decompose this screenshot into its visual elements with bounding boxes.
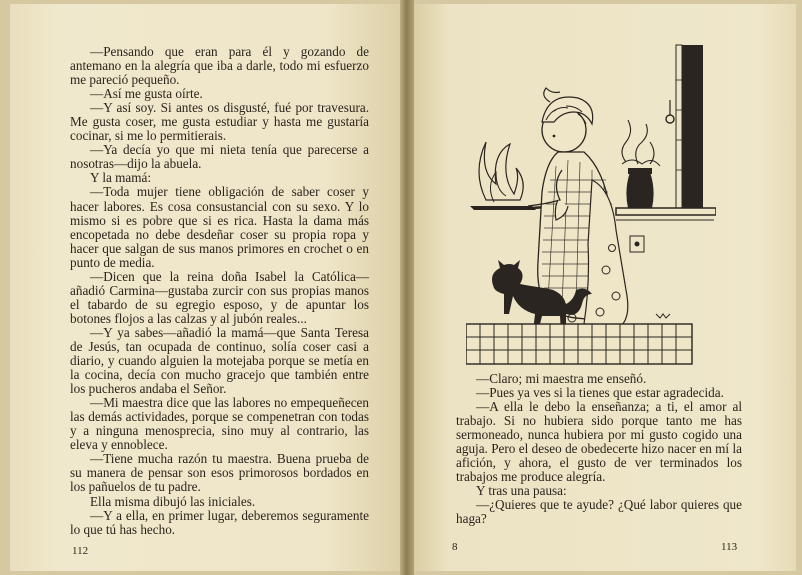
paragraph: Y la mamá: <box>90 170 152 186</box>
left-page-text <box>70 45 369 537</box>
paragraph: —Pensando que eran para él y gozando de antemano en la alegría que iba a darle, todo mi esfuerzo me pareció pequeño. <box>70 44 369 88</box>
paragraph: —Y así soy. Si antes os disgusté, fué por travesura. Me gusta coser, me gusta estudiar y hasta me gustaría cocinar, si me lo permitierais. <box>70 100 369 144</box>
paragraph: —Tiene mucha razón tu maestra. Buena prueba de su manera de pensar son esos primorosos bordados en los pañuelos de tu padre. <box>70 451 369 495</box>
paragraph: Ella misma dibujó las iniciales. <box>90 493 256 509</box>
paragraph: —Mi maestra dice que las labores no empequeñecen las demás actividades, porque se compenetran con todas y a ninguna menosprecia, sino muy al contrario, las eleva y ennoblece. <box>70 395 369 453</box>
girl-cooking-with-cat-illustration <box>466 40 716 370</box>
paragraph: —Toda mujer tiene obligación de saber coser y hacer labores. Es cosa consustancial con su sexo. Y lo mismo si es pobre que si es rica. Hasta la dama más encopetada no debe desdeñar coser su propia ropa y hacer que salgan de sus manos primores en crochet o en punto de media. <box>70 184 369 270</box>
paragraph: Y tras una pausa: <box>476 483 567 499</box>
paragraph: —Dicen que la reina doña Isabel la Católica—añadió Carmina—gustaba zurcir con sus propias manos el tabardo de su egregio esposo, y de apuntar los botones flojos a las calzas y al jubón reales... <box>70 268 369 326</box>
book-gutter <box>400 0 414 575</box>
left-page-number: 112 <box>72 545 89 557</box>
signature-mark: 8 <box>452 541 458 553</box>
paragraph: —Claro; mi maestra me enseñó. <box>476 371 647 386</box>
right-page-number: 113 <box>721 541 738 553</box>
paragraph: —Ya decía yo que mi nieta tenía que parecerse a nosotras—dijo la abuela. <box>70 142 369 172</box>
paragraph: —A ella le debo la enseñanza; a ti, el amor al trabajo. Si no hubiera sido porque tanto me has sermoneado, nunca hubiera por mi gusto cogido una aguja. Pero el deseo de obedecerte hizo nacer en mí la afición, y ahora, el gusto de ver terminados los trabajos me produce alegría. <box>456 399 742 485</box>
paragraph: —Y ya sabes—añadió la mamá—que Santa Teresa de Jesús, tan ocupada de continuo, solía coser casi a diario, y cuando alguien la motejaba porque se metía en la cocina, decía con mucho gracejo que también entre los pucheros andaba el Señor. <box>70 324 369 397</box>
right-page-text <box>456 372 742 527</box>
paragraph: —Pues ya ves si la tienes que estar agradecida. <box>476 385 724 401</box>
paragraph: —¿Quieres que te ayude? ¿Qué labor quieres que haga? <box>456 497 742 527</box>
paragraph: —Y a ella, en primer lugar, deberemos seguramente lo que tú has hecho. <box>70 507 369 537</box>
paragraph: —Así me gusta oírte. <box>90 86 203 102</box>
